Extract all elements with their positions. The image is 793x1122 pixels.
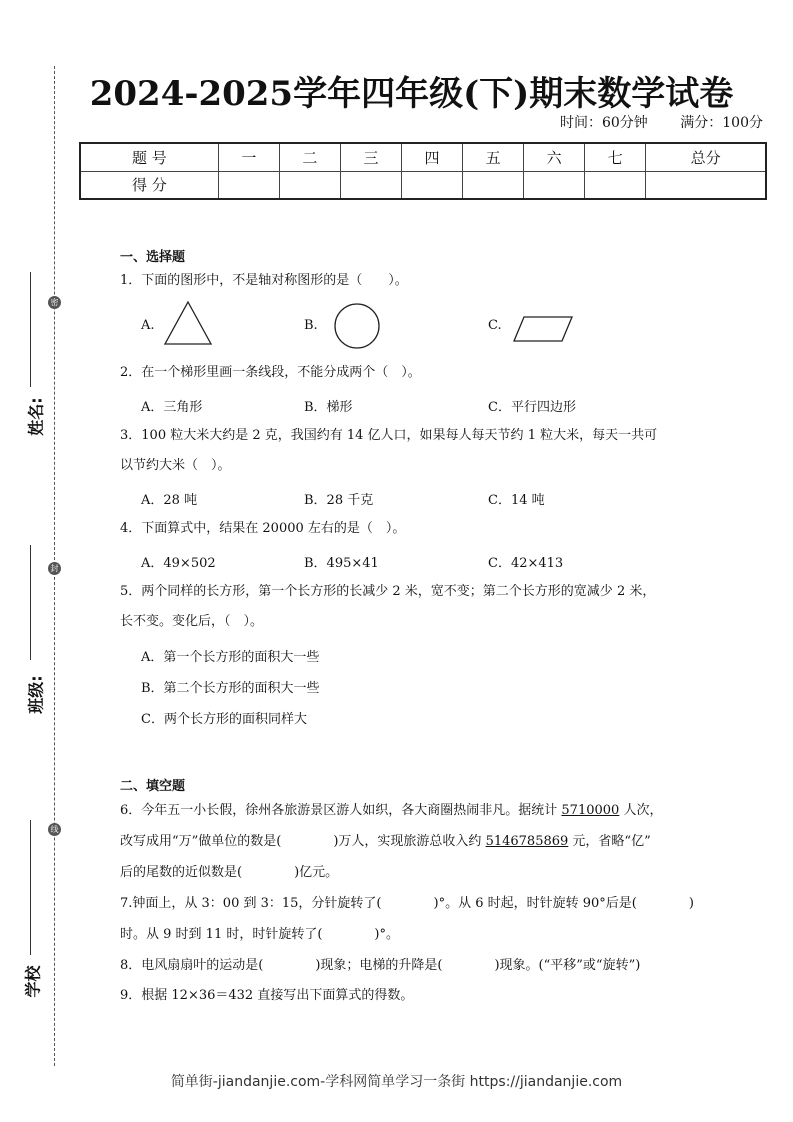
q3-option-c: C．14 吨 <box>488 493 545 508</box>
q1-option-a-label: A. <box>141 318 155 333</box>
score-table-header-row <box>80 143 766 171</box>
score-cell[interactable] <box>340 171 401 199</box>
score-table-score-row <box>80 171 766 199</box>
class-blank-line <box>30 545 31 660</box>
q3-option-b: B．28 千克 <box>304 493 374 508</box>
class-label: 班级: <box>26 675 46 714</box>
question-4: 4．下面算式中，结果在 20000 左右的是（ ）。 <box>120 521 406 536</box>
question-2: 2．在一个梯形里画一条线段，不能分成两个（ ）。 <box>120 365 421 380</box>
q5-option-c: C．两个长方形的面积同样大 <box>141 712 307 727</box>
q1-option-b-label: B. <box>304 318 318 333</box>
seal-mark-3: 线 <box>48 823 61 836</box>
q6-text: 元，省略“亿” <box>568 834 651 849</box>
score-cell[interactable] <box>402 171 463 199</box>
q6-number-visitors: 5710000 <box>561 803 620 818</box>
exam-full-score: 满分：100分 <box>680 115 763 131</box>
school-blank-line <box>30 820 31 955</box>
section-1-title: 一、选择题 <box>120 250 186 265</box>
q4-option-c: C．42×413 <box>488 556 564 571</box>
question-7-line-1: 7.钟面上，从 3：00 到 3：15，分针旋转了( )°。从 6 时起，时针旋转 90°后是( ) <box>120 896 694 911</box>
question-6-line-1 <box>120 803 662 819</box>
question-6-line-3: 后的尾数的近似数是( )亿元。 <box>120 865 339 880</box>
question-8: 8．电风扇扇叶的运动是( )现象；电梯的升降是( )现象。(“平移”或“旋转”) <box>120 958 641 973</box>
score-row-label: 得 分 <box>80 171 218 199</box>
section-2-title: 二、填空题 <box>120 779 186 794</box>
school-label: 学校 <box>23 965 43 998</box>
question-6-line-2 <box>120 834 651 850</box>
score-header-cell: 七 <box>585 143 646 171</box>
question-9: 9．根据 12×36＝432 直接写出下面算式的得数。 <box>120 988 414 1003</box>
q3-option-a: A．28 吨 <box>141 493 198 508</box>
score-cell[interactable] <box>585 171 646 199</box>
q2-option-a: A．三角形 <box>141 400 203 415</box>
score-header-cell: 五 <box>463 143 524 171</box>
question-3-line-2: 以节约大米（ ）。 <box>120 458 231 473</box>
name-blank-line <box>30 272 31 387</box>
score-header-cell: 一 <box>218 143 279 171</box>
score-cell[interactable] <box>218 171 279 199</box>
q6-text: 改写成用“万”做单位的数是( )万人，实现旅游总收入约 <box>120 834 486 849</box>
exam-time: 时间：60分钟 <box>559 115 648 131</box>
question-7-line-2: 时。从 9 时到 11 时，时针旋转了( )°。 <box>120 927 399 942</box>
score-header-cell: 总分 <box>646 143 766 171</box>
parallelogram-figure <box>512 315 574 343</box>
question-1: 1．下面的图形中，不是轴对称图形的是（ ）。 <box>120 273 408 288</box>
score-header-cell: 六 <box>524 143 585 171</box>
question-5-line-1: 5．两个同样的长方形，第一个长方形的长减少 2 米，宽不变；第二个长方形的宽减少 2 米， <box>120 584 656 599</box>
question-3-line-1: 3．100 粒大米大约是 2 克，我国约有 14 亿人口，如果每人每天节约 1 粒大米，每天一共可 <box>120 428 658 443</box>
seal-mark-1: 密 <box>48 296 61 309</box>
seal-mark-2: 封 <box>48 562 61 575</box>
page-footer-watermark: 简单街-jiandanjie.com-学科网简单学习一条街 https://jiandanjie.com <box>170 1074 623 1090</box>
score-header-cell: 二 <box>279 143 340 171</box>
question-5-line-2: 长不变。变化后，（ ）。 <box>120 614 264 629</box>
exam-meta <box>532 112 763 132</box>
q2-option-c: C．平行四边形 <box>488 400 576 415</box>
triangle-figure <box>163 300 213 346</box>
score-table <box>79 142 767 200</box>
q6-text: 6．今年五一小长假，徐州各旅游景区游人如织，各大商圈热闹非凡。据统计 <box>120 803 562 818</box>
circle-figure <box>333 302 381 350</box>
q6-number-income: 5146785869 <box>485 834 569 849</box>
name-label: 姓名: <box>26 397 46 436</box>
score-header-cell: 四 <box>402 143 463 171</box>
score-cell[interactable] <box>524 171 585 199</box>
q5-option-a: A．第一个长方形的面积大一些 <box>141 650 320 665</box>
q1-option-c-label: C. <box>488 318 502 333</box>
q4-option-b: B．495×41 <box>304 556 379 571</box>
score-cell[interactable] <box>463 171 524 199</box>
exam-title: 2024-2025学年四年级(下)期末数学试卷 <box>89 74 734 114</box>
score-header-cell: 题 号 <box>80 143 218 171</box>
q6-text: 人次， <box>619 803 663 818</box>
score-cell[interactable] <box>279 171 340 199</box>
q5-option-b: B．第二个长方形的面积大一些 <box>141 681 320 696</box>
score-cell[interactable] <box>646 171 766 199</box>
score-header-cell: 三 <box>340 143 401 171</box>
q2-option-b: B．梯形 <box>304 400 353 415</box>
q4-option-a: A．49×502 <box>141 556 216 571</box>
